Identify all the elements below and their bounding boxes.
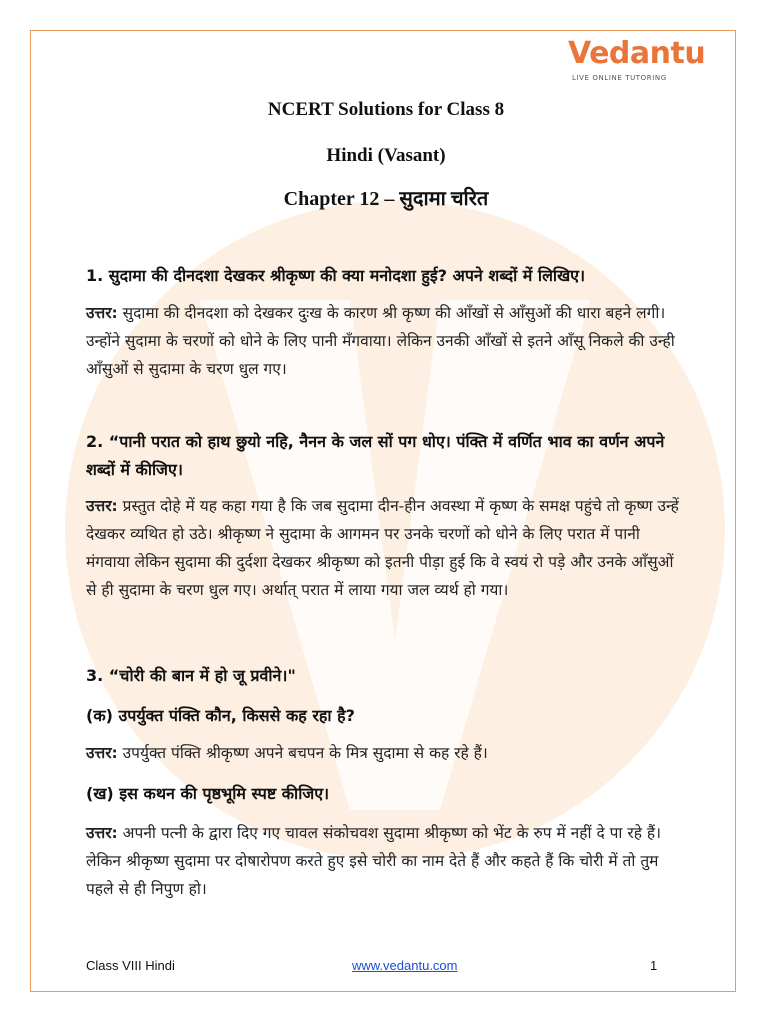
answer-3a [86, 739, 686, 767]
answer-text: अपनी पत्नी के द्वारा दिए गए चावल संकोचवश सुदामा श्रीकृष्ण को भेंट के रुप में नहीं दे पा रहे हैं। लेकिन श्रीकृष्ण सुदामा पर दोषारोपण करते हुए इसे चोरी का नाम देते हैं और कहते हैं कि चोरी में तो तुम पहले से ही निपुण हो। [86, 824, 661, 898]
document-title: NCERT Solutions for Class 8 [267, 99, 505, 120]
question-3b: (ख) इस कथन की पृष्ठभूमि स्पष्ट कीजिए। [86, 784, 330, 803]
answer-label: उत्तर: [86, 824, 118, 842]
answer-text: उपर्युक्त पंक्ति श्रीकृष्ण अपने बचपन के मित्र सुदामा से कह रहे हैं। [117, 744, 488, 762]
document-subject: Hindi (Vasant) [326, 145, 446, 166]
answer-3b [86, 819, 686, 903]
chapter-title: Chapter 12 – सुदामा चरित [283, 188, 489, 210]
answer-2 [86, 492, 686, 604]
question-3a: (क) उपर्युक्त पंक्ति कौन, किससे कह रहा है? [86, 706, 355, 725]
logo-text: Vedantu [568, 36, 706, 71]
footer-class-label: Class VIII Hindi [86, 958, 175, 973]
answer-label: उत्तर: [86, 304, 118, 322]
answer-text: सुदामा की दीनदशा को देखकर दुःख के कारण श्री कृष्ण की आँखों से आँसुओं की धारा बहने लगी। उन्होंने सुदामा के चरणों को धोने के लिए पानी मँगवाया। लेकिन उनकी आँखों से इतने आँसू निकले की उन्ही आँसुओं से सुदामा के चरण धुल गए। [86, 304, 675, 378]
logo-tagline: LIVE ONLINE TUTORING [572, 74, 667, 82]
answer-label: उत्तर: [86, 744, 118, 762]
footer-website-link[interactable]: www.vedantu.com [352, 958, 458, 973]
question-3: 3. “चोरी की बान में हो जू प्रवीने।" [86, 666, 296, 685]
answer-1 [86, 299, 686, 383]
vedantu-logo [568, 36, 706, 86]
answer-text: प्रस्तुत दोहे में यह कहा गया है कि जब सुदामा दीन-हीन अवस्था में कृष्ण के समक्ष पहुंचे तो कृष्ण उन्हें देखकर व्यथित हो उठे। श्रीकृष्ण ने सुदामा के आगमन पर उनके चरणों को धोने के लिए परात में पानी मंगवाया लेकिन सुदामा की दुर्दशा देखकर श्रीकृष्ण को इतनी पीड़ा हुई कि वे स्वयं रो पड़े और उनके आँसुओं से ही सुदामा के चरण धुल गए। अर्थात् परात में लाया गया जल व्यर्थ हो गया। [86, 497, 679, 599]
answer-label: उत्तर: [86, 497, 118, 515]
page-number: 1 [650, 958, 658, 973]
question-1: 1. सुदामा की दीनदशा देखकर श्रीकृष्ण की क्या मनोदशा हुई? अपने शब्दों में लिखिए। [86, 266, 586, 285]
question-2: 2. “पानी परात को हाथ छुयो नहि, नैनन के जल सों पग धोए। पंक्ति में वर्णित भाव का वर्णन अपने शब्दों में कीजिए। [86, 432, 665, 479]
